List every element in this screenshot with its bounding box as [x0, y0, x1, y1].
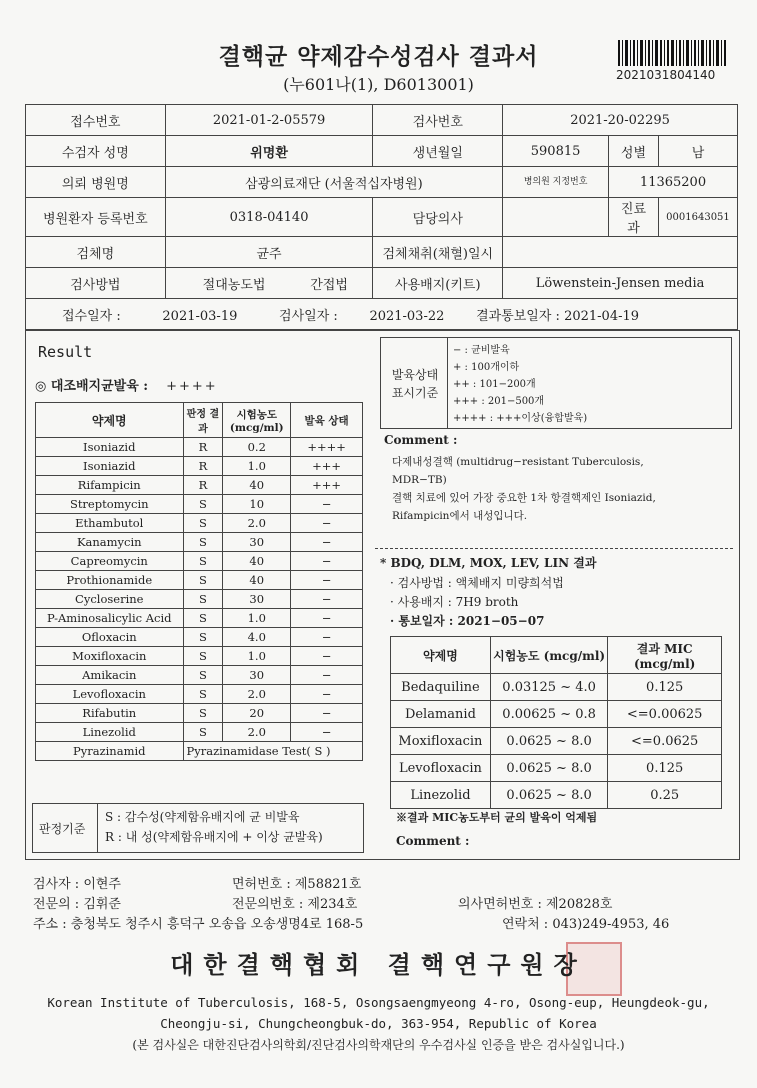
mic-drug: Delamanid — [391, 701, 491, 728]
mic-concentration: 0.03125 ~ 4.0 — [490, 674, 607, 701]
drug-name: Ethambutol — [36, 514, 184, 533]
hospital-code-label: 병의원 지정번호 — [503, 167, 609, 198]
drug-row — [36, 647, 363, 666]
legend-item: − : 균비발육 — [453, 345, 510, 356]
col-judge: 판정 결과 — [183, 403, 223, 438]
test-concentration: 1.0 — [223, 457, 291, 476]
judge-result: S — [183, 533, 223, 552]
test-no-label: 검사번호 — [373, 105, 503, 136]
hospital-code: 11365200 — [609, 167, 738, 198]
result-title: Result — [38, 343, 93, 361]
test-concentration: 2.0 — [223, 514, 291, 533]
growth-status: − — [291, 514, 363, 533]
doctor-label: 담당의사 — [373, 198, 503, 237]
col-growth: 발육 상태 — [291, 403, 363, 438]
test-concentration: 1.0 — [223, 609, 291, 628]
drug-row — [36, 666, 363, 685]
method-1: 절대농도법 — [202, 277, 266, 293]
medium-value: Löwenstein-Jensen media — [503, 268, 738, 299]
mic-col-conc: 시험농도 (mcg/ml) — [490, 637, 607, 674]
bdq-info — [390, 574, 564, 631]
tester-license: 면허번호 : 제58821호 — [232, 877, 362, 892]
bdq-title: * BDQ, DLM, MOX, LEV, LIN 결과 — [380, 556, 597, 570]
collect-label: 검체채취(채혈)일시 — [373, 237, 503, 268]
specimen-label: 검체명 — [26, 237, 166, 268]
drug-row — [36, 704, 363, 723]
mic-result: 0.125 — [608, 755, 722, 782]
comment-text — [392, 453, 722, 525]
col-drug: 약제명 — [36, 403, 184, 438]
drug-row — [36, 476, 363, 495]
legend-title: 발육상태 표시기준 — [391, 368, 439, 400]
comment-line: 다제내성결핵 (multidrug−resistant Tuberculosis, — [392, 456, 644, 468]
drug-name: Levofloxacin — [36, 685, 184, 704]
drug-row — [36, 457, 363, 476]
test-concentration: 30 — [223, 590, 291, 609]
judge-result: R — [183, 438, 223, 457]
judge-result: S — [183, 590, 223, 609]
judge-result: R — [183, 457, 223, 476]
legend-item: +++ : 201−500개 — [453, 396, 545, 407]
document-subtitle: (누601나(1), D6013001) — [283, 75, 474, 94]
mic-result: <=0.0625 — [608, 728, 722, 755]
growth-status: +++ — [291, 476, 363, 495]
test-concentration: 20 — [223, 704, 291, 723]
bdq-medium: · 사용배지 : 7H9 broth — [390, 595, 519, 609]
document-title: 결핵균 약제감수성검사 결과서 — [218, 43, 539, 70]
culture-value: ++++ — [166, 379, 218, 394]
drug-susceptibility-table — [35, 402, 363, 761]
growth-status: − — [291, 571, 363, 590]
dept-label: 진료과 — [609, 198, 659, 237]
medium-label: 사용배지(키트) — [373, 268, 503, 299]
sex-value: 남 — [658, 136, 737, 167]
col-conc: 시험농도 (mcg/ml) — [223, 403, 291, 438]
method-label: 검사방법 — [26, 268, 166, 299]
mic-drug: Bedaquiline — [391, 674, 491, 701]
test-concentration: 1.0 — [223, 647, 291, 666]
test-date-label: 검사일자 : — [279, 308, 338, 324]
dept-value: 0001643051 — [658, 198, 737, 237]
legend-item: ++ : 101−200개 — [453, 379, 536, 390]
doctor-value — [503, 198, 609, 237]
growth-legend — [380, 337, 732, 429]
birth-label: 생년월일 — [373, 136, 503, 167]
hospital-name: 삼광의료재단 (서울적십자병원) — [165, 167, 502, 198]
test-concentration: 30 — [223, 533, 291, 552]
mic-col-result: 결과 MIC (mcg/ml) — [608, 637, 722, 674]
drug-name: Rifampicin — [36, 476, 184, 495]
mic-concentration: 0.0625 ~ 8.0 — [490, 755, 607, 782]
drug-row — [36, 609, 363, 628]
comment-line: Rifampicin에서 내성입니다. — [392, 510, 528, 522]
drug-row — [36, 495, 363, 514]
receipt-date-label: 접수일자 : — [62, 308, 121, 324]
birth-value: 590815 — [503, 136, 609, 167]
legend-item: + : 100개이하 — [453, 362, 520, 373]
drug-row — [36, 723, 363, 742]
bdq-date: · 통보일자 : 2021−05−07 — [390, 614, 545, 628]
report-date-label: 결과통보일자 : — [476, 308, 560, 324]
institution-name: 대한결핵협회 결핵연구원장 — [170, 950, 587, 979]
specialist: 전문의 : 김휘준 — [33, 897, 121, 912]
barcode-number: 2021031804140 — [616, 68, 716, 82]
growth-status: − — [291, 628, 363, 647]
mic-drug: Linezolid — [391, 782, 491, 809]
mic-concentration: 0.0625 ~ 8.0 — [490, 728, 607, 755]
method-2: 간접법 — [310, 277, 348, 293]
judge-result: S — [183, 609, 223, 628]
drug-row — [36, 438, 363, 457]
judge-result: R — [183, 476, 223, 495]
growth-status: − — [291, 609, 363, 628]
doctor-license: 의사면허번호 : 제20828호 — [458, 897, 613, 912]
specialist-number: 전문의번호 : 제234호 — [232, 897, 358, 912]
growth-status: − — [291, 723, 363, 742]
judge-result: S — [183, 704, 223, 723]
mic-result: 0.25 — [608, 782, 722, 809]
patient-name: 위명환 — [165, 136, 373, 167]
drug-name: Kanamycin — [36, 533, 184, 552]
patient-name-label: 수검자 성명 — [26, 136, 166, 167]
judge-result: S — [183, 647, 223, 666]
mic-col-drug: 약제명 — [391, 637, 491, 674]
test-concentration: 30 — [223, 666, 291, 685]
criteria-label: 판정기준 — [39, 822, 86, 836]
report-date: 2021-04-19 — [564, 308, 640, 324]
mic-row — [391, 755, 722, 782]
judge-result: S — [183, 666, 223, 685]
tester: 검사자 : 이현주 — [33, 877, 121, 892]
drug-name: Moxifloxacin — [36, 647, 184, 666]
judge-result: S — [183, 685, 223, 704]
test-concentration: 40 — [223, 552, 291, 571]
mic-note: ※결과 MIC농도부터 균의 발육이 억제됨 — [396, 811, 598, 824]
test-concentration: 0.2 — [223, 438, 291, 457]
growth-status: − — [291, 533, 363, 552]
judge-result: S — [183, 628, 223, 647]
mic-comment-label: Comment : — [396, 834, 470, 848]
comment-line: 결핵 치료에 있어 가장 중요한 1차 항결핵제인 Isoniazid, — [392, 492, 656, 504]
drug-name: Isoniazid — [36, 457, 184, 476]
pza-result: Pyrazinamidase Test( S ) — [183, 742, 362, 761]
legend-item: ++++ : +++이상(융합발육) — [453, 413, 588, 424]
mic-table — [390, 636, 722, 809]
collect-value — [503, 237, 738, 268]
drug-name: Isoniazid — [36, 438, 184, 457]
test-concentration: 40 — [223, 476, 291, 495]
drug-row — [36, 628, 363, 647]
test-concentration: 10 — [223, 495, 291, 514]
sex-label: 성별 — [609, 136, 659, 167]
growth-status: +++ — [291, 457, 363, 476]
growth-status: ++++ — [291, 438, 363, 457]
growth-status: − — [291, 495, 363, 514]
pza-drug: Pyrazinamid — [36, 742, 184, 761]
drug-name: Capreomycin — [36, 552, 184, 571]
mic-drug: Moxifloxacin — [391, 728, 491, 755]
hospital-label: 의뢰 병원명 — [26, 167, 166, 198]
comment-line: MDR−TB) — [392, 474, 447, 486]
drug-row — [36, 685, 363, 704]
mic-row — [391, 674, 722, 701]
mic-result: 0.125 — [608, 674, 722, 701]
drug-row — [36, 571, 363, 590]
judgment-criteria — [32, 803, 364, 853]
drug-name: Streptomycin — [36, 495, 184, 514]
drug-name: Cycloserine — [36, 590, 184, 609]
mic-row — [391, 701, 722, 728]
growth-status: − — [291, 647, 363, 666]
test-concentration: 2.0 — [223, 723, 291, 742]
growth-status: − — [291, 666, 363, 685]
mic-row — [391, 728, 722, 755]
patient-reg: 0318-04140 — [165, 198, 373, 237]
test-no: 2021-20-02295 — [503, 105, 738, 136]
patient-info-table — [25, 104, 738, 330]
criteria-s: S : 감수성(약제함유배지에 균 비발육 — [105, 810, 300, 824]
receipt-no: 2021-01-2-05579 — [165, 105, 373, 136]
mic-drug: Levofloxacin — [391, 755, 491, 782]
growth-status: − — [291, 552, 363, 571]
judge-result: S — [183, 495, 223, 514]
drug-row — [36, 590, 363, 609]
growth-status: − — [291, 685, 363, 704]
mic-concentration: 0.0625 ~ 8.0 — [490, 782, 607, 809]
certification-note: (본 검사실은 대한진단검사의학회/진단검사의학재단의 우수검사실 인증을 받은 검사실입니다.) — [132, 1038, 625, 1052]
test-concentration: 40 — [223, 571, 291, 590]
receipt-no-label: 접수번호 — [26, 105, 166, 136]
drug-name: Prothionamide — [36, 571, 184, 590]
growth-status: − — [291, 704, 363, 723]
divider — [375, 548, 733, 549]
control-culture — [35, 375, 218, 394]
drug-name: Rifabutin — [36, 704, 184, 723]
contact: 연락처 : 043)249-4953, 46 — [502, 917, 670, 932]
mic-result: <=0.00625 — [608, 701, 722, 728]
bdq-method: · 검사방법 : 액체배지 미량희석법 — [390, 576, 564, 590]
culture-label: ◎ 대조배지균발육 : — [35, 379, 149, 394]
mic-row — [391, 782, 722, 809]
barcode — [618, 40, 728, 66]
judge-result: S — [183, 552, 223, 571]
receipt-date: 2021-03-19 — [162, 308, 238, 324]
test-concentration: 4.0 — [223, 628, 291, 647]
test-concentration: 2.0 — [223, 685, 291, 704]
drug-name: Amikacin — [36, 666, 184, 685]
comment-label: Comment : — [384, 433, 458, 447]
judge-result: S — [183, 723, 223, 742]
drug-name: Ofloxacin — [36, 628, 184, 647]
drug-name: P-Aminosalicylic Acid — [36, 609, 184, 628]
specimen-value: 균주 — [165, 237, 373, 268]
judge-result: S — [183, 514, 223, 533]
mic-concentration: 0.00625 ~ 0.8 — [490, 701, 607, 728]
patient-reg-label: 병원환자 등록번호 — [26, 198, 166, 237]
english-address-1: Korean Institute of Tuberculosis, 168-5, Osongsaengmyeong 4-ro, Osong-eup, Heungdeok-gu, — [47, 995, 710, 1010]
drug-row — [36, 533, 363, 552]
test-date: 2021-03-22 — [369, 308, 445, 324]
drug-name: Linezolid — [36, 723, 184, 742]
english-address-2: Cheongju-si, Chungcheongbuk-do, 363-954, Republic of Korea — [160, 1016, 597, 1031]
address: 주소 : 충청북도 청주시 흥덕구 오송읍 오송생명4로 168-5 — [33, 917, 364, 932]
drug-row — [36, 514, 363, 533]
judge-result: S — [183, 571, 223, 590]
criteria-r: R : 내 성(약제함유배지에 + 이상 균발육) — [105, 830, 323, 844]
drug-row — [36, 552, 363, 571]
growth-status: − — [291, 590, 363, 609]
